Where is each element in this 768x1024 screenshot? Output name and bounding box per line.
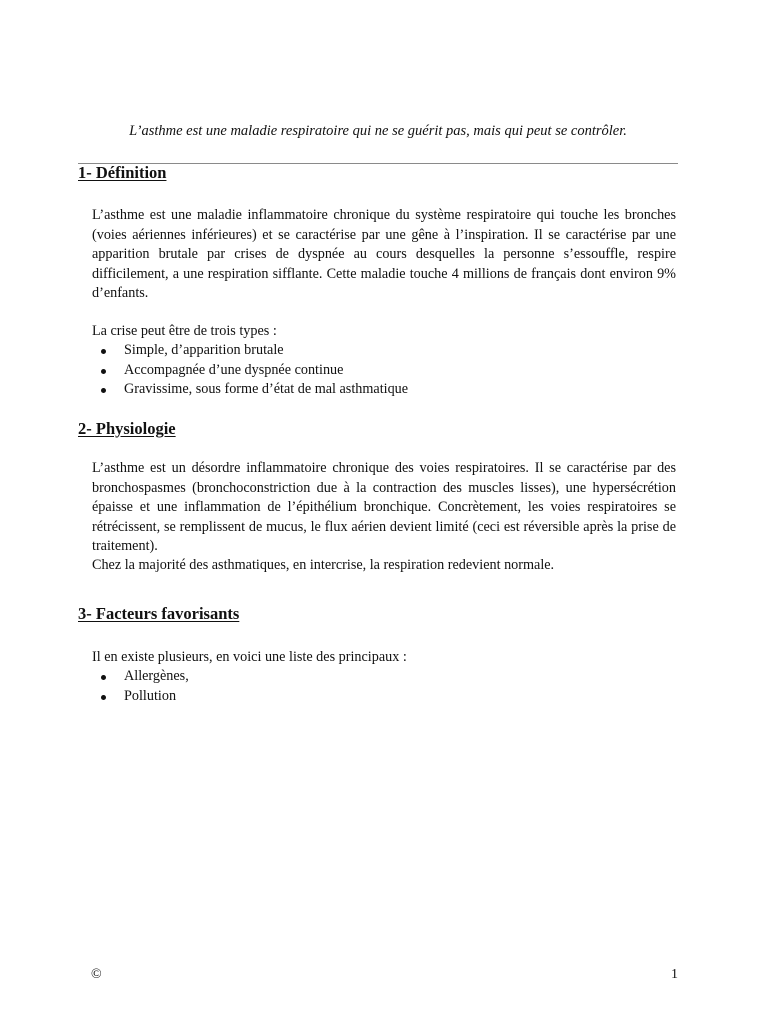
- section-heading-definition: 1- Définition: [78, 163, 167, 182]
- page-subtitle: L’asthme est une maladie respiratoire qui ne se guérit pas, mais qui peut se contrôler.: [129, 123, 627, 139]
- page-number: 1: [671, 967, 678, 982]
- bullet-icon: [101, 349, 106, 354]
- section-heading-facteurs: 3- Facteurs favorisants: [78, 604, 240, 623]
- list-item-text: Accompagnée d’une dyspnée continue: [124, 361, 344, 378]
- section-heading-physiologie: 2- Physiologie: [78, 419, 176, 438]
- list-item: [92, 687, 189, 707]
- definition-paragraph: L’asthme est une maladie inflammatoire chronique du système respiratoire qui touche les bronches (voies aériennes inférieures) et se caractérise par une gêne à l’inspiration. Il se caractérise par une apparition brutale par crises de dyspnée au cours desquelles la personne s’essouffle, respire difficilement, a une respiration sifflante. Cette maladie touche 4 millions de français dont environ 9% d’enfants.: [92, 207, 676, 301]
- list-item: [92, 341, 408, 361]
- list-item-text: Allergènes,: [124, 668, 189, 684]
- physiologie-extra-line: Chez la majorité des asthmatiques, en intercrise, la respiration redevient normale.: [92, 557, 555, 573]
- list-item: [92, 380, 408, 400]
- bullet-icon: [101, 675, 106, 680]
- bullet-icon: [101, 388, 106, 393]
- bullet-icon: [101, 369, 106, 374]
- list-item-text: Pollution: [124, 687, 177, 704]
- bullet-icon: [101, 695, 106, 700]
- physiologie-paragraph: L’asthme est un désordre inflammatoire chronique des voies respiratoires. Il se caractérise par des bronchospasmes (bronchoconstriction due à la contraction des muscles lisses), une hypersécrétion épaisse et une inflammation de l’épithélium bronchique. Concrètement, les voies respiratoires se rétrécissent, se remplissent de mucus, le flux aérien devient limité (ceci est réversible après la prise de traitement).: [92, 460, 676, 554]
- crisis-types-intro: La crise peut être de trois types :: [92, 323, 277, 339]
- horizontal-rule: [78, 163, 678, 164]
- list-item-text: Gravissime, sous forme d’état de mal asthmatique: [124, 381, 409, 397]
- facteurs-intro: Il en existe plusieurs, en voici une liste des principaux :: [92, 649, 407, 665]
- copyright-mark: ©: [91, 967, 102, 982]
- facteurs-list: [92, 667, 189, 706]
- list-item: [92, 667, 189, 687]
- list-item: [92, 361, 408, 381]
- crisis-types-list: [92, 341, 408, 400]
- list-item-text: Simple, d’apparition brutale: [124, 342, 284, 358]
